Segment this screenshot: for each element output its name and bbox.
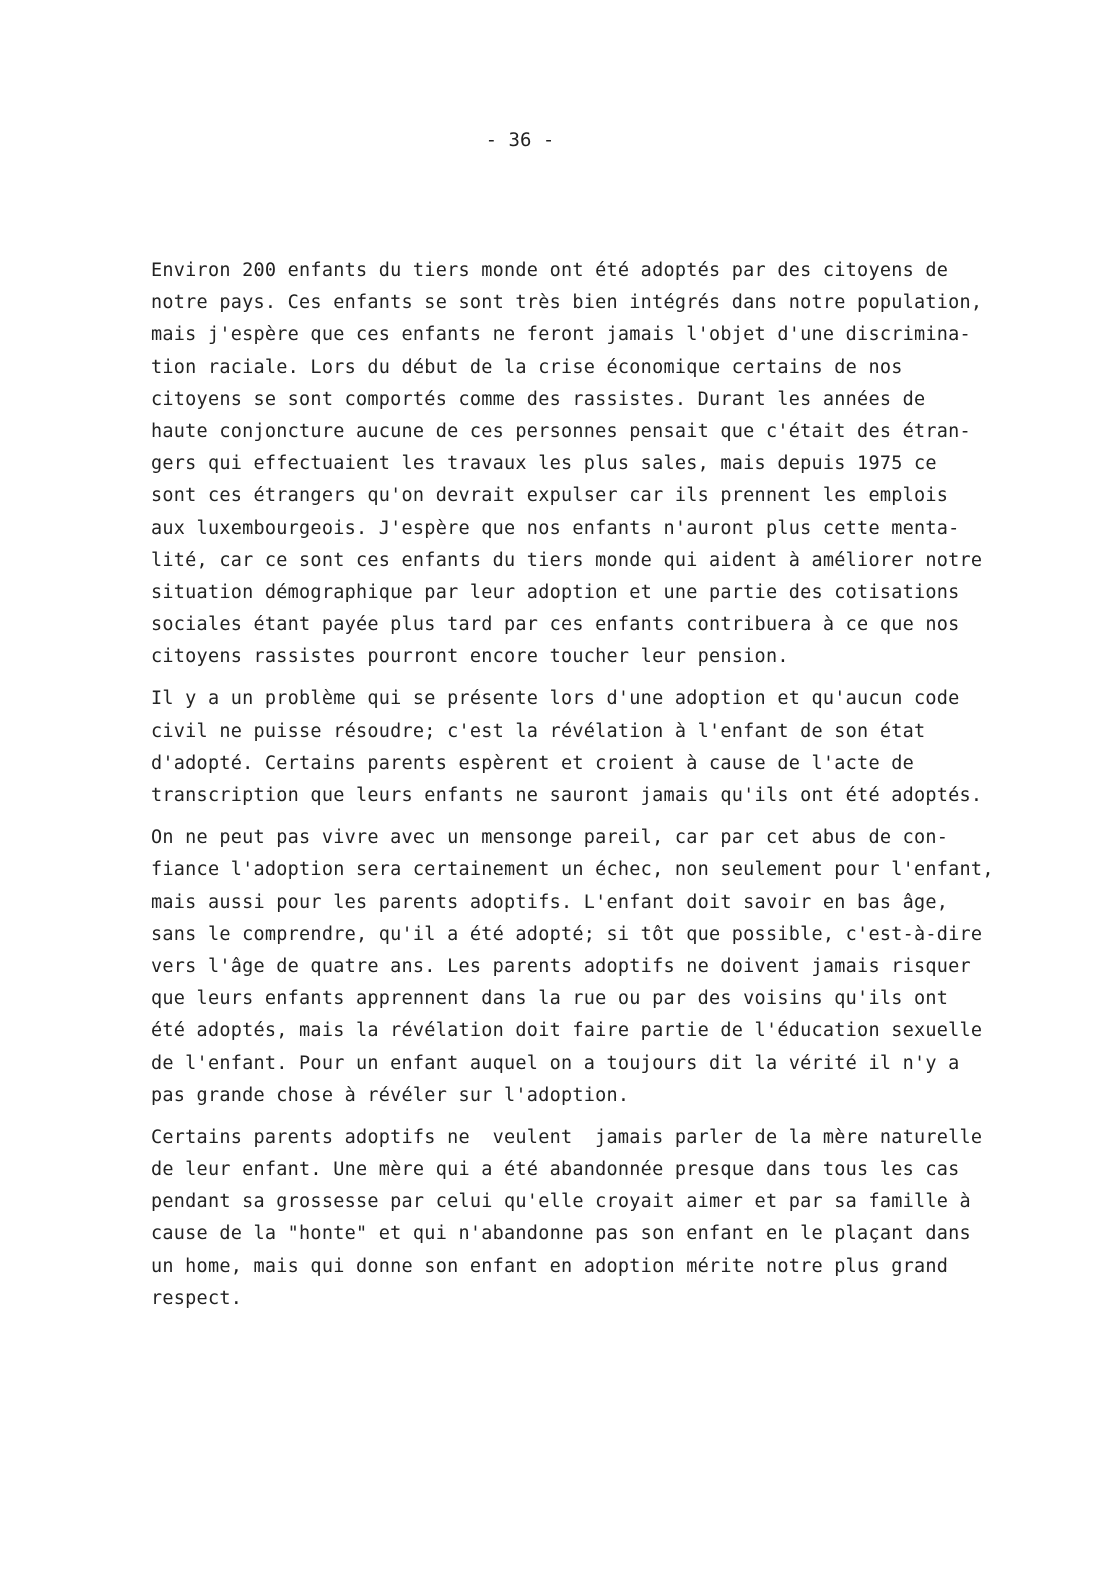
paragraph-2 — [151, 683, 983, 812]
text-line: citoyens rassistes pourront encore toucher leur pension. — [151, 646, 789, 668]
text-line: vers l'âge de quatre ans. Les parents adoptifs ne doivent jamais risquer — [151, 955, 971, 977]
paragraph-4 — [151, 1122, 983, 1315]
text-line: Environ 200 enfants du tiers monde ont été adoptés par des citoyens de — [151, 260, 949, 281]
text-line: un home, mais qui donne son enfant en adoption mérite notre plus grand — [151, 1255, 949, 1277]
text-line: Il y a un problème qui se présente lors d'une adoption et qu'aucun code — [151, 688, 960, 710]
text-line: aux luxembourgeois. J'espère que nos enfants n'auront plus cette menta- — [151, 517, 960, 539]
paragraph-spacer — [151, 812, 951, 822]
text-line: notre pays. Ces enfants se sont très bien intégrés dans notre population, — [151, 292, 983, 314]
paragraph-spacer — [151, 1112, 951, 1122]
text-line: que leurs enfants apprennent dans la rue ou par des voisins qu'ils ont — [151, 988, 949, 1010]
text-line: Certains parents adoptifs ne veulent jamais parler de la mère naturelle — [151, 1126, 983, 1148]
text-line: tion raciale. Lors du début de la crise économique certains de nos — [151, 356, 903, 378]
text-line: citoyens se sont comportés comme des rassistes. Durant les années de — [151, 388, 926, 410]
text-line: pendant sa grossesse par celui qu'elle croyait aimer et par sa famille à — [151, 1191, 971, 1213]
text-line: sans le comprendre, qu'il a été adopté; si tôt que possible, c'est-à-dire — [151, 923, 983, 945]
page-number: - 36 - — [485, 129, 555, 151]
text-line: pas grande chose à révéler sur l'adoption. — [151, 1084, 630, 1106]
text-line: situation démographique par leur adoption et une partie des cotisations — [151, 581, 960, 603]
paragraph-spacer — [151, 673, 951, 683]
text-line: sont ces étrangers qu'on devrait expulser car ils prennent les emplois — [151, 485, 949, 507]
body-text — [151, 255, 994, 1315]
paragraph-1 — [151, 255, 983, 673]
paragraph-3 — [151, 822, 994, 1112]
text-line: de l'enfant. Pour un enfant auquel on a toujours dit la vérité il n'y a — [151, 1052, 960, 1074]
text-line: transcription que leurs enfants ne sauront jamais qu'ils ont été adoptés. — [151, 785, 983, 806]
text-line: On ne peut pas vivre avec un mensonge pareil, car par cet abus de con- — [151, 827, 949, 849]
text-line: lité, car ce sont ces enfants du tiers monde qui aident à améliorer notre — [151, 549, 983, 571]
text-line: sociales étant payée plus tard par ces enfants contribuera à ce que nos — [151, 614, 960, 636]
text-line: civil ne puisse résoudre; c'est la révélation à l'enfant de son état — [151, 720, 926, 742]
text-line: haute conjoncture aucune de ces personnes pensait que c'était des étran- — [151, 420, 971, 442]
text-line: gers qui effectuaient les travaux les plus sales, mais depuis 1975 ce — [151, 453, 937, 475]
text-line: fiance l'adoption sera certainement un échec, non seulement pour l'enfant, — [151, 859, 994, 881]
text-line: mais j'espère que ces enfants ne feront jamais l'objet d'une discrimina- — [151, 324, 971, 346]
text-line: été adoptés, mais la révélation doit faire partie de l'éducation sexuelle — [151, 1020, 983, 1042]
text-line: cause de la "honte" et qui n'abandonne pas son enfant en le plaçant dans — [151, 1223, 971, 1245]
text-line: mais aussi pour les parents adoptifs. L'enfant doit savoir en bas âge, — [151, 891, 949, 913]
text-line: d'adopté. Certains parents espèrent et croient à cause de l'acte de — [151, 752, 914, 774]
text-line: de leur enfant. Une mère qui a été abandonnée presque dans tous les cas — [151, 1159, 960, 1181]
text-line: respect. — [151, 1287, 243, 1309]
